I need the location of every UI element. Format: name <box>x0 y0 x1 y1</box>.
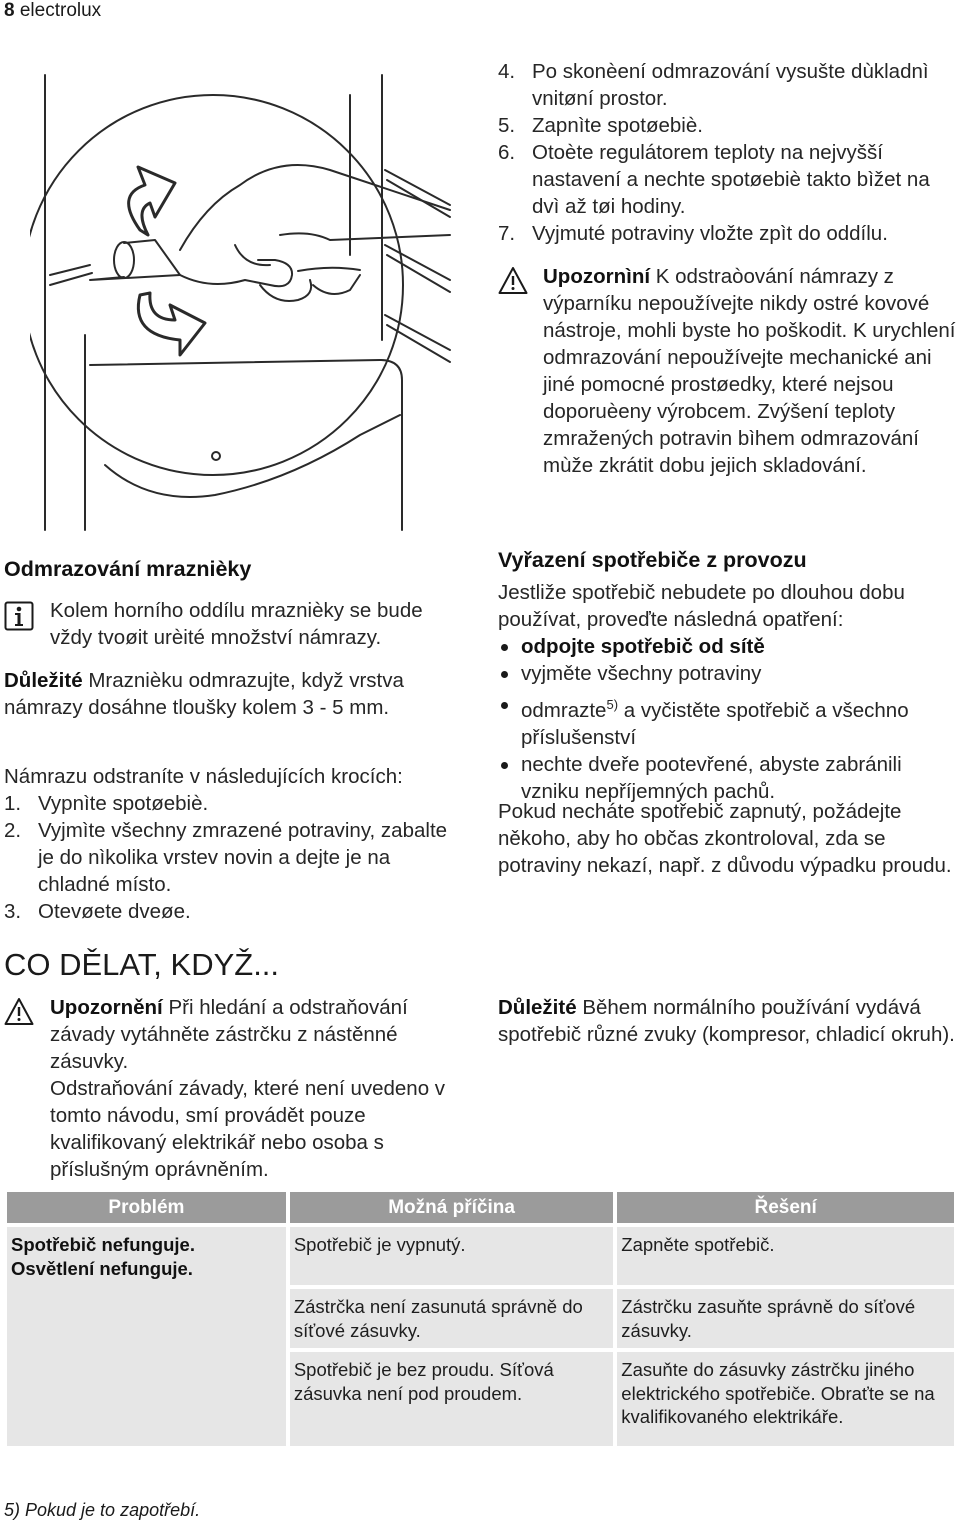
column-header: Řešení <box>617 1192 954 1223</box>
defrost-illustration <box>30 35 470 535</box>
defrost-steps-list <box>4 790 464 925</box>
warning-text: K odstraòování námrazy z výparníku nepoužívejte nikdy ostré kovové nástroje, mohli byste ho poškodit. K urychlení odmrazování nepoužívejte mechanické ani jiné pomocné prostøedky, které nejsou doporuèeny výrobcem. Zvýšení teploty zmražených potravin bìhem odmrazování mùže zkrátit dobu jejich skladování. <box>543 265 956 477</box>
warning-icon <box>498 266 528 296</box>
page-header <box>4 0 101 22</box>
defrost-freezer-title: Odmrazování mraznièky <box>4 557 252 581</box>
warning-label: Upozornìní <box>543 265 651 288</box>
warning-text: Při hledání a odstraňování závady vytáhněte zástrčku z nástěnné zásuvky. <box>50 996 408 1073</box>
footnote-ref: 5) <box>606 697 619 712</box>
list-item: 7. Vyjmuté potraviny vložte zpìt do oddílu. <box>498 222 888 245</box>
info-icon <box>4 601 34 631</box>
list-item: 3. Otevøete dveøe. <box>4 900 191 923</box>
list-item: odpojte spotřebič od sítě <box>498 633 960 660</box>
troubleshooting-table <box>3 1192 958 1446</box>
list-item: nechte dveře pootevřené, abyste zabránili vzniku nepříjemných pachů. <box>498 751 960 805</box>
info-text: Kolem horního oddílu mraznièky se bude vždy tvoøit urèité množství námrazy. <box>50 599 423 649</box>
footnote: 5) Pokud je to zapotřebí. <box>4 1500 201 1520</box>
solution-cell: Zástrčku zasuňte správně do síťové zásuvky. <box>617 1289 954 1348</box>
troubleshoot-title: CO DĚLAT, KDYŽ... <box>4 947 280 982</box>
warning-icon <box>4 997 34 1027</box>
important-text: Během normálního používání vydává spotřebič různé zvuky (kompresor, chladicí okruh). <box>498 996 955 1046</box>
cause-cell: Zástrčka není zasunutá správně do síťové zásuvky. <box>290 1289 613 1348</box>
troubleshoot-warning <box>50 994 465 1075</box>
list-item: odmrazte$^{5)}$ a vyčistěte spotřebič a všechno příslušenství <box>498 691 960 751</box>
list-item: 5. Zapnìte spotøebiè. <box>498 114 703 137</box>
decommission-intro: Jestliže spotřebič nebudete po dlouhou dobu používat, proveďte následná opatření: <box>498 581 905 631</box>
table-row <box>7 1227 954 1285</box>
column-header: Možná příčina <box>290 1192 613 1223</box>
important-note-sounds <box>498 994 958 1048</box>
defrost-warning <box>543 263 958 479</box>
important-label: Důležité <box>4 669 83 692</box>
important-label: Důležité <box>498 996 577 1019</box>
warning-label: Upozornění <box>50 996 163 1019</box>
list-item: 1. Vypnìte spotøebiè. <box>4 792 209 815</box>
page-number: 8 <box>4 0 15 21</box>
decommission-list <box>498 633 960 805</box>
problem-cell: Spotřebič nefunguje. Osvětlení nefunguje. <box>7 1227 286 1446</box>
list-item: 4. Po skonèení odmrazování vysušte dùkladnì vnitøní prostor. <box>498 60 929 110</box>
decommission-title: Vyřazení spotřebiče z provozu <box>498 548 807 572</box>
defrost-steps-list-continued <box>498 58 958 247</box>
steps-intro: Námrazu odstraníte v následujících krocích: <box>4 765 403 788</box>
important-note <box>4 667 449 721</box>
cause-cell: Spotřebič je bez proudu. Síťová zásuvka není pod proudem. <box>290 1352 613 1446</box>
list-item: 2. Vyjmìte všechny zmrazené potraviny, zabalte je do nìkolika vrstev novin a dejte je na chladné místo. <box>4 819 448 896</box>
important-text: Mraznièku odmrazujte, když vrstva námrazy dosáhne tloušky kolem 3 - 5 mm. <box>4 669 404 719</box>
column-header: Problém <box>7 1192 286 1223</box>
solution-cell: Zapněte spotřebič. <box>617 1227 954 1285</box>
solution-cell: Zasuňte do zásuvky zástrčku jiného elektrického spotřebiče. Obraťte se na kvalifikovaného elektrikáře. <box>617 1352 954 1446</box>
cause-cell: Spotřebič je vypnutý. <box>290 1227 613 1285</box>
brand-name: electrolux <box>19 0 102 21</box>
list-item: 6. Otoète regulátorem teploty na nejvyšší nastavení a nechte spotøebiè takto bìžet na dvì až tøi hodiny. <box>498 141 930 218</box>
list-item: vyjměte všechny potraviny <box>498 660 960 687</box>
table-header-row <box>7 1192 954 1223</box>
troubleshoot-warning-text2: Odstraňování závady, které není uvedeno v tomto návodu, smí provádět pouze kvalifikovaný elektrikář nebo osoba s příslušným oprávněním. <box>50 1077 446 1181</box>
decommission-note: Pokud necháte spotřebič zapnutý, požádejte někoho, aby ho občas zkontroloval, zda se potraviny nekazí, např. z důvodu výpadku proudu. <box>498 800 952 877</box>
